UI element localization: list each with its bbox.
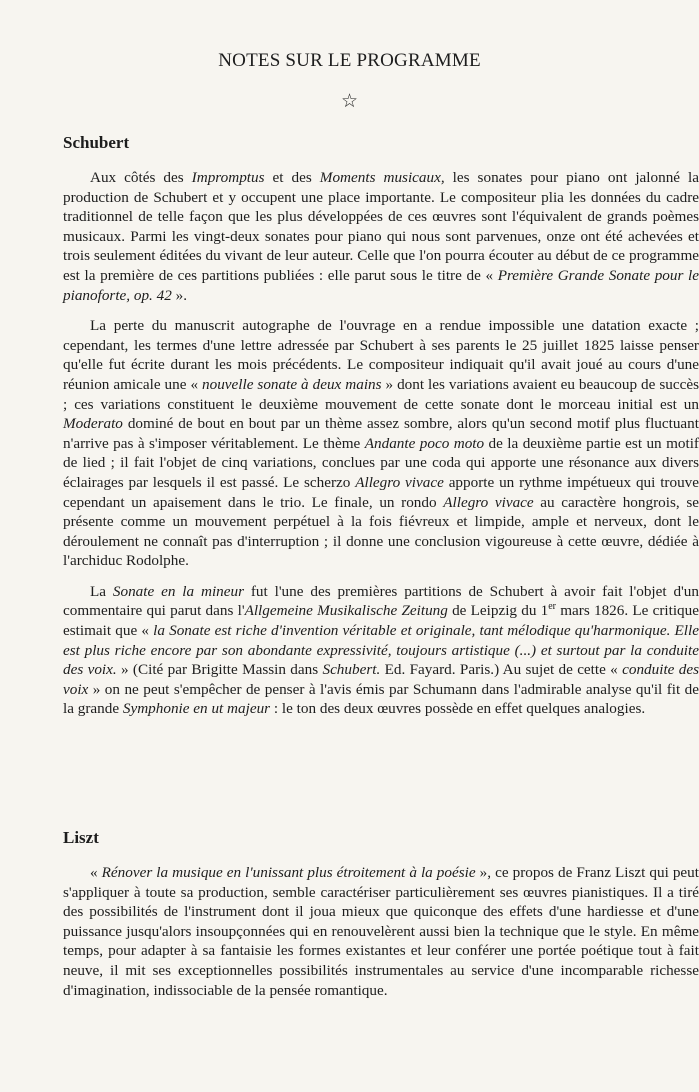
text-run: dominé de bout en bout par un thème assez sombre, alors qu'un second motif plus fluctuant n'arrive pas à s'imposer véritablement. Le thème bbox=[63, 415, 699, 452]
section-heading-schubert: Schubert bbox=[63, 133, 130, 152]
text-run: de la deuxième partie est un motif de lied ; il fait l'objet de cinq variations, conclues par une coda qui apporte une résonance aux divers éclairages par lesquels il est passé. Le scherzo bbox=[63, 434, 699, 491]
italic-text: conduite des voix bbox=[63, 661, 699, 698]
italic-text: Moments musicaux, bbox=[319, 169, 445, 186]
italic-text: nouvelle sonate à deux mains bbox=[202, 375, 382, 393]
section-body-schubert bbox=[63, 168, 699, 730]
text-run: de Leipzig du 1 bbox=[447, 602, 549, 620]
superscript-text: er bbox=[548, 601, 557, 613]
text-run: » dont les variations avaient eu beaucoup de succès ; ces variations constituent le deuxième mouvement de cette sonate dont le morceau initial est un bbox=[63, 375, 699, 413]
italic-text: Symphonie en ut majeur bbox=[122, 700, 271, 718]
text-run: Ed. Fayard. Paris.) Au sujet de cette « bbox=[380, 661, 623, 679]
text-run: » (Cité par Brigitte Massin dans bbox=[116, 661, 323, 679]
text-run: et des bbox=[264, 169, 320, 186]
page-title: NOTES SUR LE PROGRAMME bbox=[218, 50, 481, 71]
italic-text: la Sonate est riche d'invention véritable et originale, tant mélodique qu'harmonique. Elle est plus riche encore par son abondante expressivité, toujours artistique (...) et surtout par la conduite des voix. bbox=[63, 622, 699, 679]
section-body-liszt bbox=[63, 863, 699, 1011]
italic-text: Allegro vivace bbox=[355, 473, 444, 491]
text-run: : le ton des deux œuvres possède en effet quelques analogies. bbox=[270, 700, 646, 718]
text-run: au caractère hongrois, se présente comme un mouvement perpétuel à la fois fiévreux et limpide, ample et nerveux, dont le déroulement ne connaît pas d'interruption ; il donne une conclusion vigoureuse à cette œuvre, dédiée à l'archiduc Rodolphe. bbox=[63, 493, 699, 570]
text-run: « bbox=[90, 864, 102, 881]
text-run: mars 1826. Le critique estimait que « bbox=[63, 602, 699, 640]
italic-text: Impromptus bbox=[191, 169, 265, 186]
italic-text: Première Grande Sonate pour le pianoforte, op. 42 bbox=[63, 266, 699, 304]
paragraph bbox=[63, 582, 699, 719]
italic-text: Allegro vivace bbox=[443, 493, 534, 511]
paragraph bbox=[63, 316, 699, 571]
italic-text: Andante poco moto bbox=[364, 434, 485, 452]
text-run: » on ne peut s'empêcher de penser à l'avis émis par Schumann dans l'admirable analyse qu'il fit de la grande bbox=[63, 680, 699, 718]
italic-text: Rénover la musique en l'unissant plus étroitement à la poésie bbox=[101, 864, 476, 881]
italic-text: Schubert. bbox=[322, 661, 381, 679]
italic-text: Allgemeine Musikalische Zeitung bbox=[244, 602, 448, 620]
text-run: La perte du manuscrit autographe de l'ouvrage en a rendue impossible une datation exacte ; cependant, les termes d'une lettre adressée par Schubert à ses parents le 25 juillet 1825 laisse penser qu'elle fut écrite durant les mois précédents. Le compositeur indiquait qu'il avait joué au cours d'une réunion amicale une « bbox=[63, 317, 699, 393]
text-run: ». bbox=[171, 286, 188, 304]
text-run: Aux côtés des bbox=[90, 169, 192, 186]
text-run: les sonates pour piano ont jalonné la production de Schubert et y occupent une place importante. Le compositeur plia les données du cadre traditionnel de telle façon que les plus développées de ces œuvres sont l'équivalent de grands poèmes musicaux. Parmi les vingt-deux sonates pour piano qui nous sont parvenues, onze ont été achevées et trois seulement éditées du vivant de leur auteur. Celle que l'on pourra écouter au début de ce programme est la première de ces partitions publiées : elle parut sous le titre de « bbox=[63, 169, 699, 284]
text-run: La bbox=[90, 582, 113, 600]
italic-text: Sonate en la mineur bbox=[112, 582, 244, 600]
paragraph bbox=[63, 863, 699, 1000]
text-run: », ce propos de Franz Liszt qui peut s'appliquer à toute sa production, semble caractériser particulièrement ses œuvres pianistiques. Il a tiré des possibilités de l'instrument dont il joua mieux que quiconque des effets d'une hardiesse et d'une puissance jusqu'alors insoupçonnées qui en renouvelèrent aussi bien la technique que le style. En même temps, pour adapter à sa fantaisie les formes existantes et leur conférer une portée poétique tout à fait neuve, il mit ses exceptionnelles possibilités instrumentales au service d'une incomparable richesse d'imagination, indissociable de la pensée romantique. bbox=[63, 864, 699, 999]
italic-text: Moderato bbox=[63, 415, 123, 433]
star-ornament-icon: ☆ bbox=[340, 91, 359, 112]
section-heading-liszt: Liszt bbox=[63, 828, 99, 847]
text-run: apporte un rythme impétueux qui trouve cependant un apaisement dans le trio. Le finale, un rondo bbox=[63, 473, 699, 511]
text-run: fut l'une des premières partitions de Schubert à avoir fait l'objet d'un commentaire qui parut dans l' bbox=[63, 582, 699, 620]
paragraph bbox=[63, 168, 699, 305]
